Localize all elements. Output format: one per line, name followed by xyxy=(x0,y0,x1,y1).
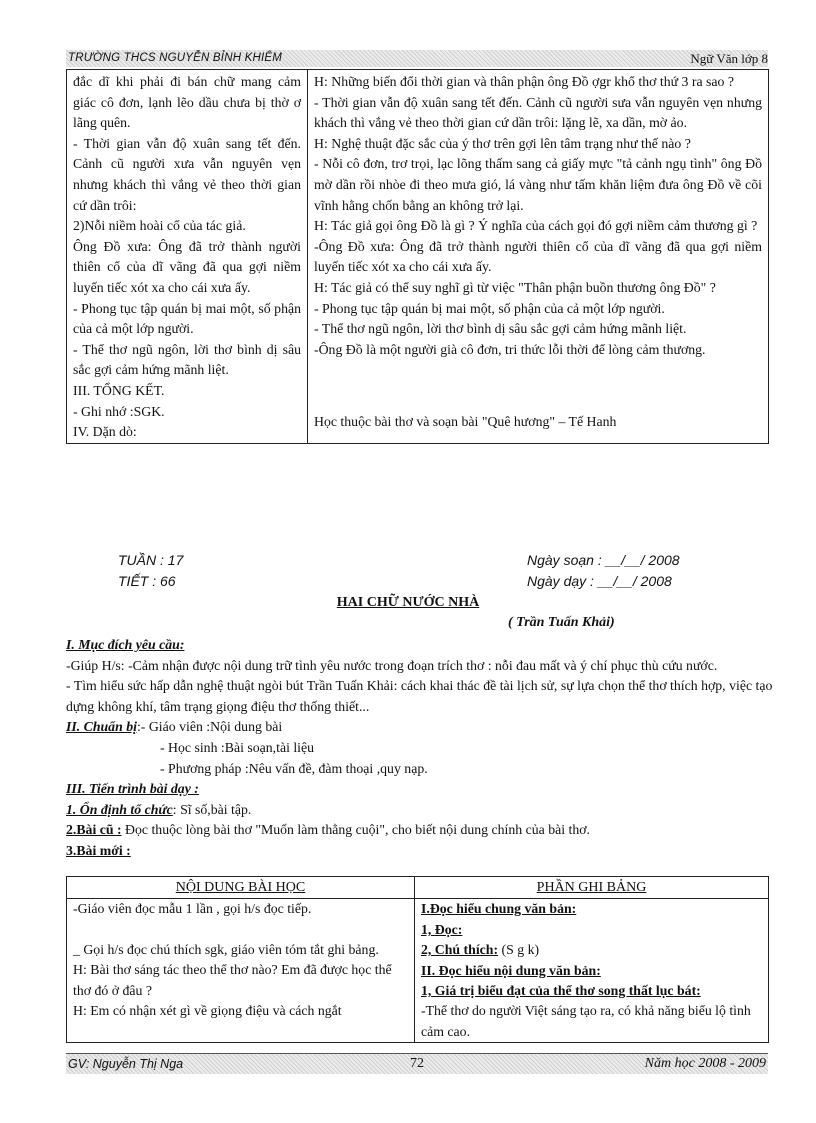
text-paragraph: -Ông Đồ là một người già cô đơn, tri thức lỗi thời để lòng cảm thương. xyxy=(314,341,706,357)
text-paragraph: _ Gọi h/s đọc chú thích sgk, giáo viên tóm tắt ghi bảng. xyxy=(73,941,379,957)
school-year: Năm học 2008 - 2009 xyxy=(644,1056,766,1071)
lesson-right-column xyxy=(415,899,769,1043)
board-item-value: 1, Giá trị biểu đạt của thể thơ song thất lục bát: xyxy=(421,983,701,999)
column-header-content: NỘI DUNG BÀI HỌC xyxy=(67,877,415,899)
preparation-heading: II. Chuẩn bị xyxy=(66,719,137,735)
board-heading-2: II. Đọc hiểu nội dung văn bản: xyxy=(421,962,601,978)
period-label: TIẾT : 66 xyxy=(118,573,176,589)
lesson-author: ( Trần Tuấn Khải) xyxy=(508,615,615,630)
page-number: 72 xyxy=(410,1056,424,1071)
lesson-left-column xyxy=(67,899,415,1043)
subject-label: Ngữ Văn lớp 8 xyxy=(690,51,768,66)
page-header xyxy=(66,50,768,67)
objectives-heading: I. Mục đích yêu cầu: xyxy=(66,637,185,652)
text-paragraph: -Giúp H/s: -Cảm nhận được nội dung trữ tình yêu nước trong đoạn trích thơ : nỗi đau mất và ý chí phục thù cứu nước. xyxy=(66,657,718,673)
text-paragraph: IV. Dặn dò: xyxy=(73,424,137,440)
text-paragraph: - Thể thơ ngũ ngôn, lời thơ bình dị sâu sắc gợi cảm hứng mãnh liệt. xyxy=(314,321,687,337)
text-paragraph: - Phong tục tập quán bị mai một, số phận của cả một lớp người. xyxy=(314,300,665,316)
step1-label: 1. Ổn định tổ chức xyxy=(66,801,173,817)
text-paragraph: -Giáo viên đọc mẫu 1 lần , gọi h/s đọc tiếp. xyxy=(73,901,312,917)
text-paragraph: H: Nghệ thuật đặc sắc của ý thơ trên gợi lên tâm trạng như thế nào ? xyxy=(314,135,691,151)
board-item-read: 1, Đọc: xyxy=(421,921,463,937)
preparation-student: - Học sinh :Bài soạn,tài liệu xyxy=(160,739,315,755)
page-footer xyxy=(66,1053,768,1074)
text-paragraph: III. TỔNG KẾT. xyxy=(73,382,165,398)
column-header-board: PHẦN GHI BẢNG xyxy=(415,877,769,899)
lesson-title: HAI CHỮ NƯỚC NHÀ xyxy=(336,595,480,610)
text-paragraph: - Nỗi cô đơn, trơ trọi, lạc lõng thấm sang cả giấy mực "tả cảnh ngụ tình" ông Đồ mờ dần rồi nhòe đi theo mưa gió, lá vàng như tấm khăn liệm đưa ông Đồ về cõi vĩnh hằng chốn bằng an không trở lại. xyxy=(314,156,762,213)
step3-label: 3.Bài mới : xyxy=(66,842,131,858)
board-heading-1: I.Đọc hiểu chung văn bản: xyxy=(421,901,577,917)
objectives-section xyxy=(66,635,776,862)
preparation-method: - Phương pháp :Nêu vấn đề, đàm thoại ,quy nạp. xyxy=(160,760,428,776)
text-paragraph: - Thời gian vẫn độ xuân sang tết đến. Cảnh cũ người sưa vẫn nguyên vẹn nhưng khách thì vắng vẻ theo thời gian cứ dần trôi: lặng lẽ, xa dần, mờ ảo. xyxy=(314,94,762,131)
text-paragraph: H: Em có nhận xét gì về giọng điệu và cách ngắt xyxy=(73,1003,342,1019)
text-paragraph: H: Tác giả có thể suy nghĩ gì từ việc "Thân phận buồn thương ông Đồ" ? xyxy=(314,279,716,295)
text-paragraph: - Phong tục tập quán bị mai một, số phận của cả một lớp người. xyxy=(73,300,301,337)
step2-label: 2.Bài cũ : xyxy=(66,822,122,838)
previous-lesson-left-column xyxy=(67,70,308,444)
previous-lesson-right-column xyxy=(308,70,769,444)
text-paragraph: H: Những biến đổi thời gian và thân phận ông Đồ ợgr khổ thơ thứ 3 ra sao ? xyxy=(314,74,735,89)
prep-date: Ngày soạn : __/__/ 2008 xyxy=(527,552,680,568)
previous-lesson-table xyxy=(66,69,769,444)
step1-text: : Sĩ số,bài tập. xyxy=(172,801,252,817)
text-paragraph: -Thể thơ do người Việt sáng tạo ra, có khả năng biểu lộ tình cảm cao. xyxy=(421,1003,751,1039)
text-paragraph: -Ông Đồ xưa: Ông đã trở thành người thiên cổ của dĩ vãng đã qua gợi niềm luyến tiếc xót xa cho cái xưa ấy. xyxy=(314,238,762,275)
text-paragraph: - Thể thơ ngũ ngôn, lời thơ bình dị sâu sắc gợi cảm hứng mãnh liệt. xyxy=(73,341,301,378)
text-paragraph: 2)Nỗi niềm hoài cổ của tác giả. xyxy=(73,218,246,234)
school-name: TRƯỜNG THCS NGUYỄN BỈNH KHIÊM xyxy=(68,52,283,64)
text-paragraph: - Ghi nhớ :SGK. xyxy=(73,403,165,419)
lesson-content-table xyxy=(66,876,769,1043)
text-paragraph: đắc dĩ khi phải đi bán chữ mang cảm giác cô đơn, lạnh lẽo dầu chưa bị thờ ơ lãng quên. xyxy=(73,74,301,131)
homework-note: Học thuộc bài thơ và soạn bài "Quê hương" – Tế Hanh xyxy=(314,414,617,430)
text-paragraph: H: Bài thơ sáng tác theo thể thơ nào? Em đã được học thể thơ đó ở đâu ? xyxy=(73,962,392,998)
text-paragraph: - Tìm hiểu sức hấp dẫn nghệ thuật ngòi bút Trần Tuấn Khải: cách khai thác đề tài lịch sử, sự lựa chọn thể thơ thích hợp, việc tạo dựng không khí, tâm trạng giọng điệu thơ thống thiết... xyxy=(66,678,773,714)
teacher-name: GV: Nguyễn Thị Nga xyxy=(68,1057,184,1071)
text-paragraph: - Thời gian vẫn độ xuân sang tết đến. Cảnh cũ người xưa vẫn nguyên vẹn nhưng khách thì vắng vẻ theo thời gian cứ dần trôi: xyxy=(73,135,301,213)
teach-date: Ngày dạy : __/__/ 2008 xyxy=(527,573,672,589)
board-item-notes: 2, Chú thích: xyxy=(421,942,499,958)
text-paragraph: Ông Đồ xưa: Ông đã trở thành người thiên cổ của dĩ vãng đã qua gợi niềm luyến tiếc xót xa cho cái xưa ấy. xyxy=(73,238,301,295)
week-label: TUẦN : 17 xyxy=(118,552,184,568)
procedure-heading: III. Tiến trình bài dạy : xyxy=(66,781,199,797)
step2-text: Đọc thuộc lòng bài thơ "Muốn làm thằng cuội", cho biết nội dung chính của bài thơ. xyxy=(121,822,590,838)
text-paragraph: H: Tác giả gọi ông Đồ là gì ? Ý nghĩa của cách gọi đó gợi niềm cảm thương gì ? xyxy=(314,218,758,234)
preparation-teacher: :- Giáo viên :Nội dung bài xyxy=(136,719,283,735)
board-item-notes-text: (S g k) xyxy=(498,942,540,958)
